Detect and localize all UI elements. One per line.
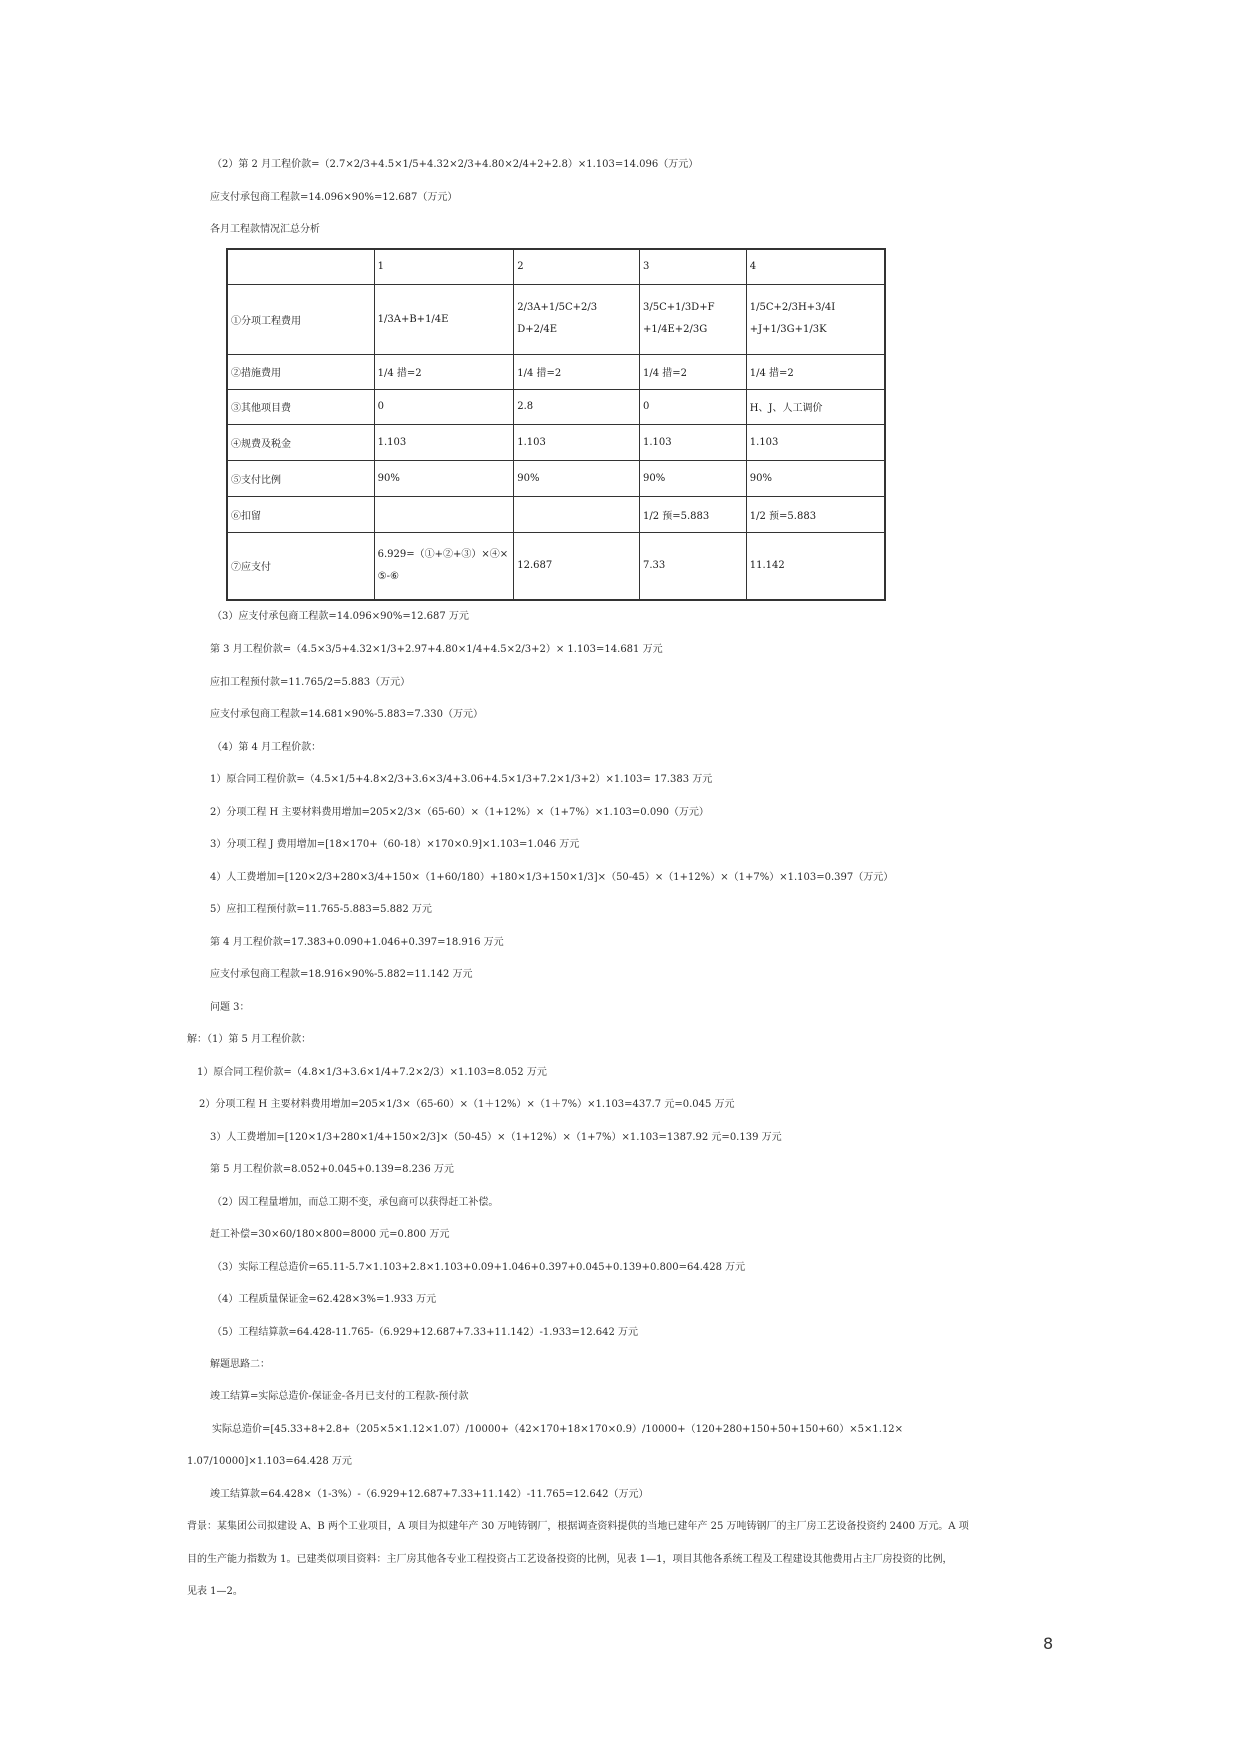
cell-text: D+2/4E [517, 324, 558, 335]
text-line: 3）人工费增加=[120×1/3+280×1/4+150×2/3]×（50-45）×（1+12%）×（1+7%）×1.103=1387.92 元=0.139 万元 [210, 1132, 782, 1143]
text-line: （3）实际工程总造价=65.11-5.7×1.103+2.8×1.103+0.09+1.046+0.397+0.045+0.139+0.800=64.428 万元 [212, 1262, 746, 1273]
text-line: （3）应支付承包商工程款=14.096×90%=12.687 万元 [212, 611, 469, 622]
table-cell: 1.103 [639, 424, 746, 460]
table-row [227, 389, 885, 424]
table-cell: 90% [374, 460, 514, 496]
text-line: 解题思路二： [210, 1359, 270, 1370]
cell-text: +1/4E+2/3G [642, 324, 708, 335]
row-label: ①分项工程费用 [227, 284, 374, 354]
table-header-row [227, 249, 885, 284]
table-row [227, 424, 885, 460]
table-cell [514, 496, 640, 532]
cell-text: 1/3A+B+1/4E [377, 313, 449, 325]
table-cell: H、J、人工调价 [746, 389, 885, 424]
table-cell: 1/2 预=5.883 [746, 496, 885, 532]
table-cell: 1.103 [374, 424, 514, 460]
text-line: 第 4 月工程价款=17.383+0.090+1.046+0.397=18.916 万元 [210, 937, 504, 948]
text-line: （2）第 2 月工程价款=（2.7×2/3+4.5×1/5+4.32×2/3+4.80×2/4+2+2.8）×1.103=14.096（万元） [212, 159, 699, 170]
row-label: ③其他项目费 [227, 389, 374, 424]
text-line: 见表 1—2。 [187, 1586, 243, 1597]
text-line: 解：（1）第 5 月工程价款： [187, 1034, 312, 1045]
table-header-cell: 3 [639, 249, 746, 284]
text-line: 第 5 月工程价款=8.052+0.045+0.139=8.236 万元 [210, 1164, 454, 1175]
text-line: （5）工程结算款=64.428-11.765-（6.929+12.687+7.33+11.142）-1.933=12.642 万元 [212, 1327, 639, 1338]
row-label: ⑦应支付 [227, 532, 374, 600]
table-header-cell: 4 [746, 249, 885, 284]
table-cell [374, 284, 514, 354]
table-cell: 11.142 [746, 532, 885, 600]
row-label: ④规费及税金 [227, 424, 374, 460]
cell-text: +J+1/3G+1/3K [749, 324, 827, 335]
page-number: 8 [1043, 1634, 1054, 1653]
text-line: 3）分项工程 J 费用增加=[18×170+（60-18）×170×0.9]×1.103=1.046 万元 [210, 839, 580, 850]
table-header-cell: 2 [514, 249, 640, 284]
row-label: ⑥扣留 [227, 496, 374, 532]
text-line: 应支付承包商工程款=14.096×90%=12.687（万元） [210, 192, 458, 203]
text-line: （4）工程质量保证金=62.428×3%=1.933 万元 [212, 1294, 437, 1305]
table-cell [374, 532, 514, 600]
table-header-cell [227, 249, 374, 284]
table-cell: 1/4 措=2 [746, 354, 885, 389]
table-header-cell: 1 [374, 249, 514, 284]
table-cell: 1/4 措=2 [639, 354, 746, 389]
table-cell [639, 284, 746, 354]
table-cell: 1/4 措=2 [374, 354, 514, 389]
text-line: 赶工补偿=30×60/180×800=8000 元=0.800 万元 [210, 1229, 450, 1240]
table-cell: 1.103 [746, 424, 885, 460]
table-cell: 90% [639, 460, 746, 496]
text-line: 2）分项工程 H 主要材料费用增加=205×2/3×（65-60）×（1+12%）×（1+7%）×1.103=0.090（万元） [210, 807, 709, 818]
section-heading: 问题 3： [210, 1002, 250, 1013]
summary-table [226, 248, 886, 601]
text-line: 目的生产能力指数为 1。已建类似项目资料：主厂房其他各专业工程投资占工艺设备投资的比例，见表 1—1，项目其他各系统工程及工程建设其他费用占主厂房投资的比例， [187, 1554, 953, 1565]
text-line: 5）应扣工程预付款=11.765-5.883=5.882 万元 [210, 904, 432, 915]
row-label: ⑤支付比例 [227, 460, 374, 496]
table-cell [746, 284, 885, 354]
row-label: ②措施费用 [227, 354, 374, 389]
text-line: 1）原合同工程价款=（4.8×1/3+3.6×1/4+7.2×2/3）×1.103=8.052 万元 [197, 1067, 547, 1078]
table-row [227, 284, 885, 354]
text-line: 应扣工程预付款=11.765/2=5.883（万元） [210, 677, 411, 688]
cell-text: 6.929=（①+②+③）×④× [377, 548, 509, 560]
table-cell: 1/2 预=5.883 [639, 496, 746, 532]
table-cell: 90% [514, 460, 640, 496]
cell-text: 2/3A+1/5C+2/3 [517, 302, 598, 313]
table-caption: 各月工程款情况汇总分析 [210, 224, 320, 235]
text-line: 2）分项工程 H 主要材料费用增加=205×1/3×（65-60）×（1＋12%）×（1＋7%）×1.103=437.7 元=0.045 万元 [199, 1099, 735, 1110]
table-cell [374, 496, 514, 532]
cell-text: ⑤-⑥ [377, 570, 399, 582]
text-line: 实际总造价=[45.33+8+2.8+（205×5×1.12×1.07）/10000+（42×170+18×170×0.9）/10000+（120+280+150+50+150+60）×5×1.12× [212, 1424, 904, 1435]
text-line: 1.07/10000]×1.103=64.428 万元 [187, 1456, 352, 1467]
table-cell [514, 284, 640, 354]
table-row [227, 460, 885, 496]
text-line: （2）因工程量增加，而总工期不变，承包商可以获得赶工补偿。 [212, 1197, 499, 1208]
text-line: 4）人工费增加=[120×2/3+280×3/4+150×（1+60/180）+180×1/3+150×1/3]×（50-45）×（1+12%）×（1+7%）×1.103=0.397（万元） [210, 872, 894, 883]
cell-text: 1/5C+2/3H+3/4I [749, 302, 836, 313]
text-line: 第 3 月工程价款=（4.5×3/5+4.32×1/3+2.97+4.80×1/4+4.5×2/3+2）× 1.103=14.681 万元 [210, 644, 663, 655]
text-line: （4）第 4 月工程价款： [212, 742, 322, 753]
text-line: 应支付承包商工程款=14.681×90%-5.883=7.330（万元） [210, 709, 483, 720]
table-row [227, 354, 885, 389]
cell-text: 3/5C+1/3D+F [642, 302, 715, 313]
table-row [227, 532, 885, 600]
text-line: 背景：某集团公司拟建设 A、B 两个工业项目，A 项目为拟建年产 30 万吨铸钢厂，根据调查资料提供的当地已建年产 25 万吨铸钢厂的主厂房工艺设备投资约 2400 万元。A 项 [187, 1521, 969, 1532]
text-line: 应支付承包商工程款=18.916×90%-5.882=11.142 万元 [210, 969, 473, 980]
text-line: 1）原合同工程价款=（4.5×1/5+4.8×2/3+3.6×3/4+3.06+4.5×1/3+7.2×1/3+2）×1.103= 17.383 万元 [210, 774, 713, 785]
table-row [227, 496, 885, 532]
table-cell: 90% [746, 460, 885, 496]
text-line: 竣工结算款=64.428×（1-3%）-（6.929+12.687+7.33+11.142）-11.765=12.642（万元） [210, 1489, 649, 1500]
table-cell: 12.687 [514, 532, 640, 600]
table-cell: 1/4 措=2 [514, 354, 640, 389]
table-cell: 1.103 [514, 424, 640, 460]
table-cell: 7.33 [639, 532, 746, 600]
table-cell: 2.8 [514, 389, 640, 424]
table-cell: 0 [639, 389, 746, 424]
text-line: 竣工结算=实际总造价-保证金-各月已支付的工程款-预付款 [210, 1391, 469, 1402]
table-cell: 0 [374, 389, 514, 424]
